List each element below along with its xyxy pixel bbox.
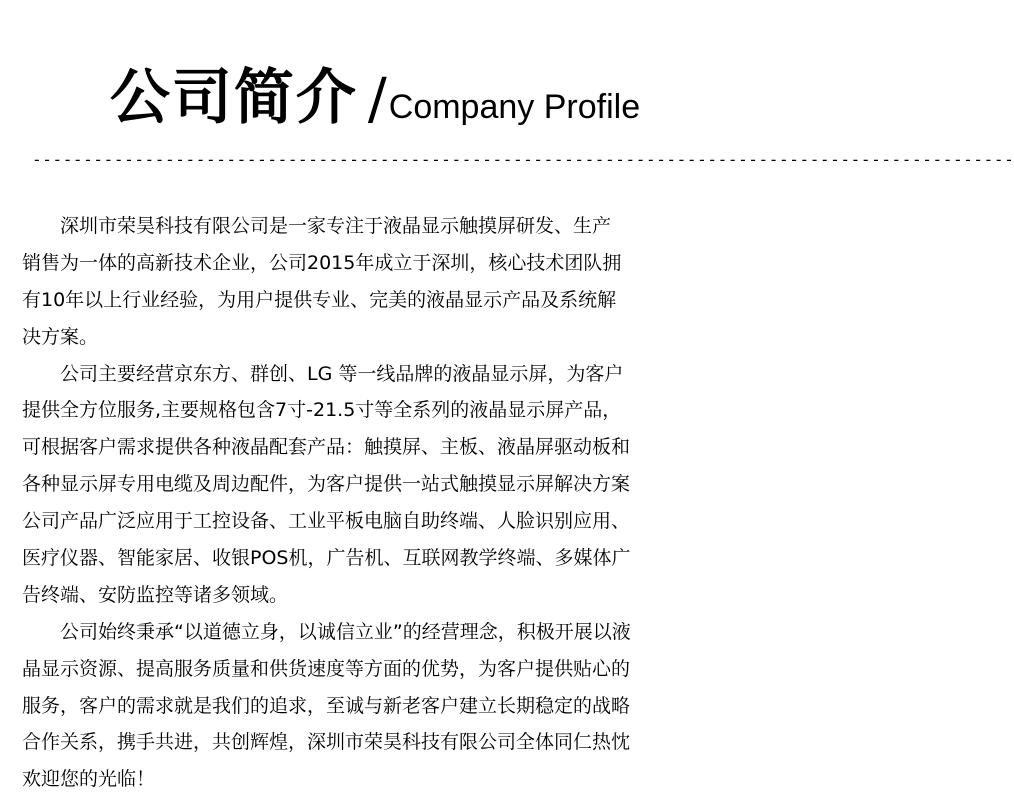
- title-english: Company Profile: [388, 88, 641, 126]
- text-line: 有10年以上行业经验，为用户提供专业、完美的液晶显示产品及系统解: [22, 288, 617, 311]
- text-line: 公司始终秉承“以道德立身，以诚信立业”的经营理念，积极开展以液: [60, 620, 631, 643]
- text-line: 可根据客户需求提供各种液晶配套产品：触摸屏、主板、液晶屏驱动板和: [22, 436, 631, 459]
- text-line: 各种显示屏专用电缆及周边配件，为客户提供一站式触摸显示屏解决方案: [22, 473, 631, 496]
- dashed-divider: ------------------------------------------------------------------------------------------------: [32, 150, 1014, 169]
- text-line: 决方案。: [22, 325, 99, 348]
- text-line: 合作关系，携手共进，共创辉煌，深圳市荣昊科技有限公司全体同仁热忱: [22, 731, 631, 754]
- text-line: 公司主要经营京东方、群创、LG 等一线品牌的液晶显示屏，为客户: [60, 362, 624, 385]
- text-line: 告终端、安防监控等诸多领域。: [22, 583, 289, 606]
- text-line: 医疗仪器、智能家居、收银POS机，广告机、互联网教学终端、多媒体广: [22, 547, 631, 570]
- title-slash: /: [367, 67, 387, 132]
- text-line: 晶显示资源、提高服务质量和供货速度等方面的优势，为客户提供贴心的: [22, 657, 631, 680]
- text-line: 深圳市荣昊科技有限公司是一家专注于液晶显示触摸屏研发、生产: [60, 215, 612, 237]
- company-description: [22, 208, 728, 798]
- text-line: 公司产品广泛应用于工控设备、工业平板电脑自助终端、人脸识别应用、: [22, 510, 631, 533]
- text-line: 欢迎您的光临！: [22, 768, 156, 791]
- page-title: [0, 50, 750, 136]
- title-chinese: 公司简介: [109, 63, 358, 133]
- text-line: 服务，客户的需求就是我们的追求，至诚与新老客户建立长期稳定的战略: [22, 694, 631, 717]
- paragraph-products: [22, 356, 728, 614]
- text-line: 提供全方位服务,主要规格包含7寸-21.5寸等全系列的液晶显示屏产品，: [22, 399, 622, 422]
- text-line: 销售为一体的高新技术企业，公司2015年成立于深圳，核心技术团队拥: [22, 251, 622, 274]
- paragraph-intro: [22, 208, 728, 356]
- paragraph-philosophy: [22, 614, 728, 798]
